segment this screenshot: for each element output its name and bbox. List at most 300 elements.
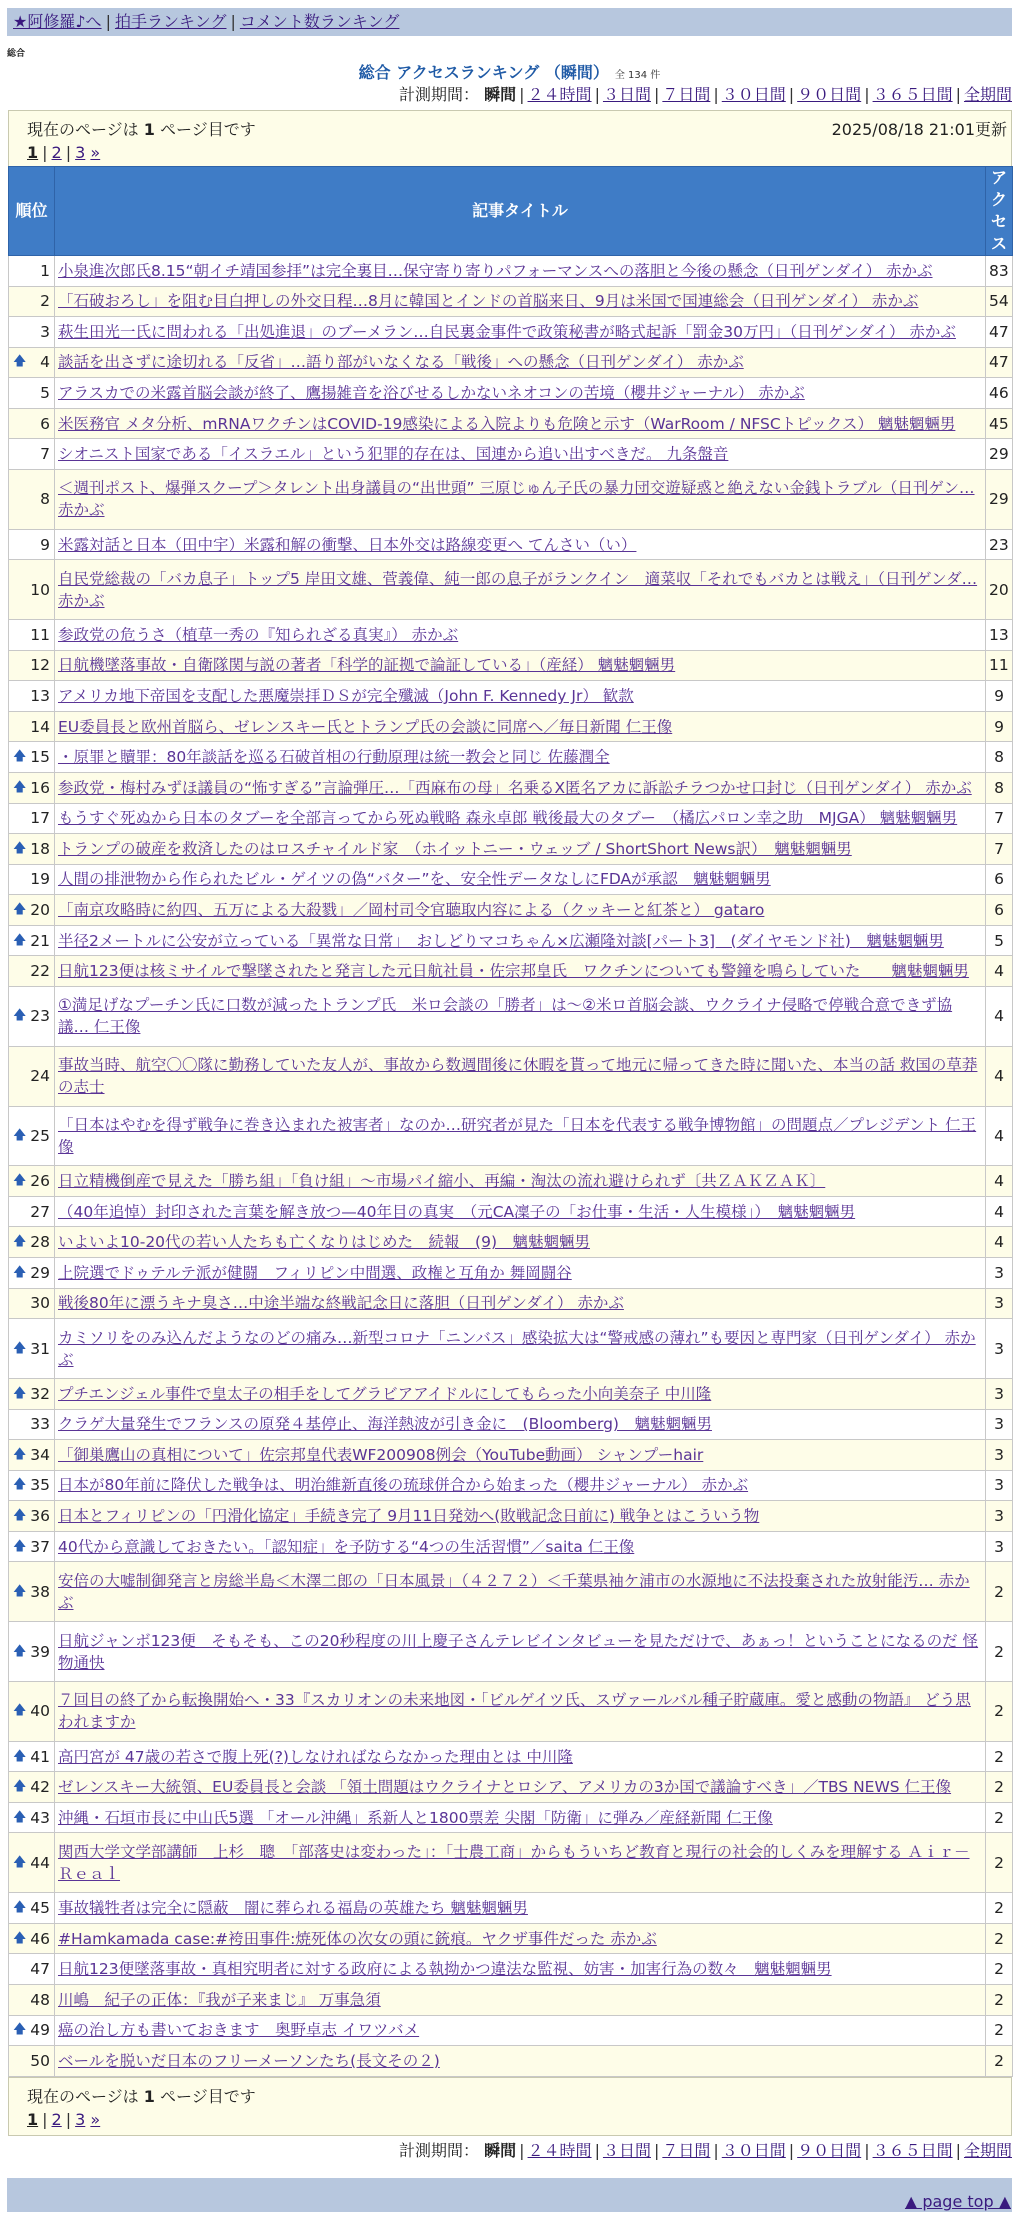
rank-cell <box>9 286 55 317</box>
title-cell <box>55 1046 986 1106</box>
rank-number: 27 <box>30 1202 50 1221</box>
access-count: 7 <box>986 834 1013 865</box>
table-row <box>9 1802 1013 1833</box>
period-24h-bottom[interactable]: ２４時間 <box>527 2141 592 2160</box>
page-current-bottom: 1 <box>27 2110 39 2129</box>
access-count: 8 <box>986 772 1013 803</box>
access-count: 9 <box>986 681 1013 712</box>
article-title-link[interactable]: ゼレンスキー大統領、EU委員長と会談 「領土問題はウクライナとロシア、アメリカの3か国で議論すべき」／TBS NEWS 仁王像 <box>58 1778 952 1797</box>
rank-number: 45 <box>30 1899 50 1918</box>
rank-number: 29 <box>30 1263 50 1282</box>
article-title-link[interactable]: 高円宮が 47歳の若さで腹上死(?)しなければならなかった理由とは 中川隆 <box>58 1747 573 1766</box>
breadcrumb: 総合 <box>7 49 26 59</box>
table-row <box>9 1227 1013 1258</box>
page-link-2-bottom[interactable]: 2 <box>51 2110 62 2129</box>
article-title-link[interactable]: 事故犠牲者は完全に隠蔽 闇に葬られる福島の英雄たち 魑魅魍魎男 <box>58 1899 528 1918</box>
rank-up-arrow-icon: 🡅 <box>13 840 27 856</box>
rank-number: 31 <box>30 1339 50 1358</box>
rank-up-arrow-icon: 🡅 <box>13 2022 27 2038</box>
table-row <box>9 1196 1013 1227</box>
rank-number: 49 <box>30 2021 50 2040</box>
title-cell <box>55 1681 986 1741</box>
table-row <box>9 1954 1013 1985</box>
article-title-link[interactable]: 半径2メートルに公安が立っている「異常な日常」 おしどりマコちゃん×広瀬隆対談[パート3] (ダイヤモンド社) 魑魅魍魎男 <box>58 931 944 950</box>
access-count: 13 <box>986 620 1013 651</box>
rank-number: 17 <box>30 809 50 828</box>
access-count: 8 <box>986 742 1013 773</box>
title-cell <box>55 286 986 317</box>
access-count: 23 <box>986 529 1013 560</box>
access-count: 46 <box>986 378 1013 409</box>
rank-number: 12 <box>30 656 50 675</box>
footer-bar <box>7 2178 1012 2212</box>
table-row <box>9 1440 1013 1471</box>
page-next-link-bottom[interactable]: » <box>90 2110 101 2129</box>
article-title-link[interactable]: ７回目の終了から転換開始へ・33『スカリオンの未来地図・「ビルゲイツ氏、スヴァールバル種子貯蔵庫。愛と感動の物語』 どう思われますか <box>58 1691 971 1732</box>
title-cell <box>55 1106 986 1166</box>
table-row <box>9 286 1013 317</box>
table-row <box>9 1893 1013 1924</box>
title-cell <box>55 895 986 926</box>
title-cell <box>55 1501 986 1532</box>
rank-cell <box>9 1106 55 1166</box>
rank-number: 28 <box>30 1233 50 1252</box>
rank-number: 18 <box>30 839 50 858</box>
table-row <box>9 408 1013 439</box>
period-7d-bottom[interactable]: ７日間 <box>662 2141 711 2160</box>
rank-cell <box>9 1622 55 1682</box>
access-count: 83 <box>986 256 1013 287</box>
table-row <box>9 1923 1013 1954</box>
rank-cell <box>9 986 55 1046</box>
access-count: 20 <box>986 560 1013 620</box>
title-cell <box>55 1893 986 1924</box>
table-row <box>9 681 1013 712</box>
rank-up-arrow-icon: 🡅 <box>13 901 27 917</box>
period-365d-bottom[interactable]: ３６５日間 <box>872 2141 953 2160</box>
title-cell <box>55 1984 986 2015</box>
access-count: 4 <box>986 956 1013 987</box>
article-title-link[interactable]: 参政党・梅村みずほ議員の“怖すぎる”言論弾圧…「西麻布の母」名乗るX匿名アカに訴訟チラつかせ口封じ（日刊ゲンダイ） 赤かぶ <box>58 778 972 797</box>
title-cell <box>55 2015 986 2046</box>
access-count: 4 <box>986 1046 1013 1106</box>
rank-cell <box>9 1166 55 1197</box>
rank-number: 1 <box>40 261 50 280</box>
rank-number: 5 <box>40 384 50 403</box>
rank-number: 44 <box>30 1853 50 1872</box>
title-cell <box>55 1227 986 1258</box>
article-title-link[interactable]: 米露対話と日本（田中宇）米露和解の衝撃、日本外交は路線変更へ てんさい（い） <box>58 535 637 554</box>
table-row <box>9 439 1013 470</box>
period-24h[interactable]: ２４時間 <box>527 85 592 104</box>
rank-cell <box>9 347 55 378</box>
rank-cell <box>9 1984 55 2015</box>
rank-up-arrow-icon: 🡅 <box>13 1930 27 1946</box>
article-title-link[interactable]: 日航機墜落事故・自衛隊関与説の著者「科学的証拠で論証している」（産経） 魑魅魍魎男 <box>58 656 676 675</box>
article-title-link[interactable]: 40代から意識しておきたい。「認知症」を予防する“4つの生活習慣”／saita 仁王像 <box>58 1537 635 1556</box>
access-count: 9 <box>986 711 1013 742</box>
table-row <box>9 620 1013 651</box>
article-title-link[interactable]: 癌の治し方も書いておきます 奥野卓志 イワツバメ <box>58 2021 420 2040</box>
rank-number: 20 <box>30 900 50 919</box>
rank-cell <box>9 834 55 865</box>
rank-up-arrow-icon: 🡅 <box>13 1008 27 1024</box>
article-title-link[interactable]: 小泉進次郎氏8.15“朝イチ靖国参拝”は完全裏目…保守寄り寄りパフォーマンスへの落胆と今後の懸念（日刊ゲンダイ） 赤かぶ <box>58 261 933 280</box>
article-title-link[interactable]: 「石破おろし」を阻む目白押しの外交日程…8月に韓国とインドの首脳来日、9月は米国で国連総会（日刊ゲンダイ） 赤かぶ <box>58 292 919 311</box>
article-title-link[interactable]: 事故当時、航空〇〇隊に勤務していた友人が、事故から数週間後に休暇を貰って地元に帰ってきた時に聞いた、本当の話 救国の草莽の志士 <box>58 1056 978 1097</box>
page-title-text: 総合 アクセスランキング （瞬間） <box>358 63 609 82</box>
rank-number: 33 <box>30 1415 50 1434</box>
article-title-link[interactable]: ①満足げなプーチン氏に口数が減ったトランプ氏 米ロ会談の「勝者」は～②米ロ首脳会談、ウクライナ侵略で停戦合意できず協議… 仁王像 <box>58 996 953 1037</box>
rank-cell <box>9 1258 55 1289</box>
rank-cell <box>9 1409 55 1440</box>
article-title-link[interactable]: 日本が80年前に降伏した戦争は、明治維新直後の琉球併合から始まった（櫻井ジャーナル） 赤かぶ <box>58 1476 749 1495</box>
rank-up-arrow-icon: 🡅 <box>13 932 27 948</box>
title-cell <box>55 439 986 470</box>
title-cell <box>55 1954 986 1985</box>
rank-number: 19 <box>30 870 50 889</box>
rank-up-arrow-icon: 🡅 <box>13 1583 27 1599</box>
title-cell <box>55 834 986 865</box>
access-count: 47 <box>986 347 1013 378</box>
rank-cell <box>9 1046 55 1106</box>
rank-up-arrow-icon: 🡅 <box>13 354 27 370</box>
article-title-link[interactable]: 「御巣鷹山の真相について」佐宗邦皇代表WF200908例会（YouTube動画） シャンプーhair <box>58 1445 704 1464</box>
page-links-bottom: 1 | 2 | 3 » <box>27 2110 101 2129</box>
rank-number: 30 <box>30 1294 50 1313</box>
rank-number: 22 <box>30 962 50 981</box>
access-count: 7 <box>986 803 1013 834</box>
rank-up-arrow-icon: 🡅 <box>13 1507 27 1523</box>
period-90d[interactable]: ９０日間 <box>797 85 862 104</box>
article-title-link[interactable]: 萩生田光一氏に問われる「出処進退」のブーメラン…自民裏金事件で政策秘書が略式起訴「罰金30万円」（日刊ゲンダイ） 赤かぶ <box>58 322 956 341</box>
rank-number: 15 <box>30 748 50 767</box>
period-current: 瞬間 <box>484 85 517 104</box>
title-cell <box>55 1196 986 1227</box>
page-link-3[interactable]: 3 <box>75 143 86 162</box>
title-cell <box>55 772 986 803</box>
rank-up-arrow-icon: 🡅 <box>13 1477 27 1493</box>
access-count: 6 <box>986 864 1013 895</box>
period-365d[interactable]: ３６５日間 <box>872 85 953 104</box>
table-row <box>9 1106 1013 1166</box>
article-title-link[interactable]: アメリカ地下帝国を支配した悪魔崇拝ＤＳが完全殲滅（John F. Kennedy Jr） 歓款 <box>58 687 634 706</box>
table-row <box>9 2015 1013 2046</box>
rank-cell <box>9 1681 55 1741</box>
table-row <box>9 1470 1013 1501</box>
access-count: 4 <box>986 986 1013 1046</box>
table-row <box>9 469 1013 529</box>
article-title-link[interactable]: 自民党総裁の「バカ息子」トップ5 岸田文雄、菅義偉、純一郎の息子がランクイン 適菜収「それでもバカとは戦え」（日刊ゲンダ… 赤かぶ <box>58 569 978 610</box>
rank-up-arrow-icon: 🡅 <box>13 1900 27 1916</box>
period-all[interactable]: 全期間 <box>963 85 1012 104</box>
access-count: 2 <box>986 1681 1013 1741</box>
article-title-link[interactable]: 戦後80年に漂うキナ臭さ…中途半端な終戦記念日に落胆（日刊ゲンダイ） 赤かぶ <box>58 1294 624 1313</box>
table-row <box>9 1319 1013 1379</box>
table-row <box>9 986 1013 1046</box>
article-title-link[interactable]: 日本とフィリピンの「円滑化協定」手続き完了 9月11日発効へ(敗戦記念日前に) 戦争とはこういう物 <box>58 1506 760 1525</box>
period-selector-bottom: 計測期間： 瞬間 | ２４時間 | ３日間 | ７日間 | ３０日間 | ９０日間 | ３６５日間 | 全期間 <box>399 2141 1012 2160</box>
access-count: 4 <box>986 1106 1013 1166</box>
rank-up-arrow-icon: 🡅 <box>13 1385 27 1401</box>
rank-cell <box>9 925 55 956</box>
rank-cell <box>9 2046 55 2077</box>
rank-number: 2 <box>40 292 50 311</box>
rank-number: 37 <box>30 1537 50 1556</box>
title-cell <box>55 1409 986 1440</box>
table-row <box>9 834 1013 865</box>
access-count: 3 <box>986 1440 1013 1471</box>
nav-link-clap-ranking[interactable]: 拍手ランキング <box>114 12 227 31</box>
access-count: 4 <box>986 1196 1013 1227</box>
rank-number: 9 <box>40 535 50 554</box>
title-cell <box>55 1531 986 1562</box>
rank-number: 47 <box>30 1960 50 1979</box>
rank-cell <box>9 378 55 409</box>
rank-cell <box>9 560 55 620</box>
rank-cell <box>9 1501 55 1532</box>
access-count: 2 <box>986 1954 1013 1985</box>
article-title-link[interactable]: 「日本はやむを得ず戦争に巻き込まれた被害者」なのか…研究者が見た「日本を代表する戦争博物館」の問題点／プレジデント 仁王像 <box>58 1115 977 1156</box>
article-title-link[interactable]: 川嶋 紀子の正体：『我が子来まじ』 万事急須 <box>58 1990 381 2009</box>
rank-cell <box>9 620 55 651</box>
rank-number: 7 <box>40 445 50 464</box>
table-row <box>9 1681 1013 1741</box>
rank-number: 11 <box>30 625 50 644</box>
rank-cell <box>9 956 55 987</box>
rank-number: 3 <box>40 322 50 341</box>
rank-up-arrow-icon: 🡅 <box>13 749 27 765</box>
table-row <box>9 1772 1013 1803</box>
rank-cell <box>9 317 55 348</box>
rank-cell <box>9 469 55 529</box>
header-access: アクセス <box>986 167 1013 256</box>
access-count: 11 <box>986 650 1013 681</box>
access-count: 3 <box>986 1531 1013 1562</box>
access-count: 2 <box>986 1833 1013 1893</box>
rank-cell <box>9 711 55 742</box>
period-label-bottom: 計測期間： <box>399 2141 480 2160</box>
access-count: 45 <box>986 408 1013 439</box>
table-row <box>9 347 1013 378</box>
title-cell <box>55 1562 986 1622</box>
article-title-link[interactable]: 日航ジャンボ123便 そもそも、この20秒程度の川上慶子さんテレビインタビューを見ただけで、あぁっ！ということになるのだ 怪物通快 <box>58 1631 979 1672</box>
article-title-link[interactable]: ・原罪と贖罪：80年談話を巡る石破首相の行動原理は統一教会と同じ 佐藤潤全 <box>58 748 610 767</box>
article-title-link[interactable]: カミソリをのみ込んだようなのどの痛み…新型コロナ「ニンバス」感染拡大は“警戒感の薄れ”も要因と専門家（日刊ゲンダイ） 赤かぶ <box>58 1328 976 1369</box>
title-cell <box>55 1319 986 1379</box>
period-3d-bottom[interactable]: ３日間 <box>602 2141 651 2160</box>
access-count: 4 <box>986 1227 1013 1258</box>
rank-number: 21 <box>30 931 50 950</box>
table-row <box>9 1501 1013 1532</box>
article-title-link[interactable]: 「南京攻略時に約四、五万による大殺戮」／岡村司令官聴取内容による（クッキーと紅茶と） gataro <box>58 900 765 919</box>
access-count: 2 <box>986 1802 1013 1833</box>
title-cell <box>55 1440 986 1471</box>
rank-cell <box>9 650 55 681</box>
rank-number: 34 <box>30 1445 50 1464</box>
rank-number: 43 <box>30 1808 50 1827</box>
article-title-link[interactable]: 談話を出さずに途切れる「反省」…語り部がいなくなる「戦後」への懸念（日刊ゲンダイ） 赤かぶ <box>58 353 744 372</box>
period-90d-bottom[interactable]: ９０日間 <box>797 2141 862 2160</box>
access-count: 3 <box>986 1409 1013 1440</box>
rank-cell <box>9 1802 55 1833</box>
article-title-link[interactable]: シオニスト国家である「イスラエル」という犯罪的存在は、国連から追い出すべきだ。 九条盤音 <box>58 445 729 464</box>
page-top-link[interactable]: ▲ page top ▲ <box>904 2192 1011 2211</box>
article-title-link[interactable]: いよいよ10-20代の若い人たちも亡くなりはじめた 続報 (9) 魑魅魍魎男 <box>58 1233 590 1252</box>
page-link-3-bottom[interactable]: 3 <box>75 2110 86 2129</box>
title-cell <box>55 529 986 560</box>
rank-number: 13 <box>30 687 50 706</box>
rank-number: 14 <box>30 717 50 736</box>
title-cell <box>55 1378 986 1409</box>
table-row <box>9 1409 1013 1440</box>
rank-cell <box>9 439 55 470</box>
rank-cell <box>9 1562 55 1622</box>
title-cell <box>55 1288 986 1319</box>
rank-cell <box>9 1893 55 1924</box>
nav-link-comment-ranking[interactable]: コメント数ランキング <box>239 12 400 31</box>
title-cell <box>55 1923 986 1954</box>
access-count: 2 <box>986 1923 1013 1954</box>
article-title-link[interactable]: 人間の排泄物から作られたビル・ゲイツの偽“バター”を、安全性データなしにFDAが承認 魑魅魍魎男 <box>58 870 771 889</box>
rank-up-arrow-icon: 🡅 <box>13 779 27 795</box>
title-cell <box>55 1833 986 1893</box>
rank-number: 26 <box>30 1172 50 1191</box>
article-title-link[interactable]: 日航123便墜落事故・真相究明者に対する政府による執拗かつ違法な監視、妨害・加害行為の数々 魑魅魍魎男 <box>58 1960 832 1979</box>
page-next-link[interactable]: » <box>90 143 101 162</box>
rank-cell <box>9 256 55 287</box>
article-title-link[interactable]: ベールを脱いだ日本のフリーメーソンたち(長文その２) <box>58 2052 440 2071</box>
article-title-link[interactable]: 日航123便は核ミサイルで撃墜されたと発言した元日航社員・佐宗邦皇氏 ワクチンについても警鐘を鳴らしていた 魑魅魍魎男 <box>58 962 969 981</box>
article-title-link[interactable]: 関西大学文学部講師 上杉 聰 「部落史は変わった」：「士農工商」からもういちど教育と現行の社会的しくみを理解する Ａｉｒ－Ｒｅａｌ <box>58 1842 970 1883</box>
period-current-bottom: 瞬間 <box>484 2141 517 2160</box>
access-count: 3 <box>986 1470 1013 1501</box>
rank-number: 23 <box>30 1007 50 1026</box>
table-row <box>9 1562 1013 1622</box>
title-cell <box>55 378 986 409</box>
article-title-link[interactable]: 参政党の危うさ（植草一秀の『知られざる真実』） 赤かぶ <box>58 625 459 644</box>
article-title-link[interactable]: 安倍の大嘘制御発言と房総半島＜木澤二郎の「日本風景」（４２７２）＜千葉県袖ケ浦市の水源地に不法投棄された放射能汚… 赤かぶ <box>58 1571 970 1612</box>
access-count: 3 <box>986 1501 1013 1532</box>
title-cell <box>55 347 986 378</box>
access-count: 2 <box>986 2046 1013 2077</box>
page-title <box>0 60 1019 83</box>
rank-cell <box>9 1288 55 1319</box>
article-title-link[interactable]: 上院選でドゥテルテ派が健闘 フィリピン中間選、政権と互角か 舞岡闘谷 <box>58 1263 572 1282</box>
article-title-link[interactable]: 米医務官 メタ分析、mRNAワクチンはCOVID-19感染による入院よりも危険と示す（WarRoom / NFSCトピックス） 魑魅魍魎男 <box>58 414 956 433</box>
rank-number: 25 <box>30 1126 50 1145</box>
table-row <box>9 1288 1013 1319</box>
title-cell <box>55 742 986 773</box>
article-title-link[interactable]: プチエンジェル事件で皇太子の相手をしてグラビアアイドルにしてもらった小向美奈子 中川隆 <box>58 1384 712 1403</box>
title-cell <box>55 956 986 987</box>
table-row <box>9 1046 1013 1106</box>
access-count: 3 <box>986 1319 1013 1379</box>
rank-number: 39 <box>30 1642 50 1661</box>
title-cell <box>55 2046 986 2077</box>
rank-up-arrow-icon: 🡅 <box>13 1809 27 1825</box>
article-title-link[interactable]: もうすぐ死ぬから日本のタブーを全部言ってから死ぬ戦略 森永卓郎 戦後最大のタブー （橘広パロン幸之助 MJGA） 魑魅魍魎男 <box>58 809 958 828</box>
page-status-bottom: 現在のページは 1 ページ目です <box>27 2087 256 2106</box>
article-title-link[interactable]: トランプの破産を救済したのはロスチャイルド家 （ホイットニー・ウェッブ / ShortShort News訳） 魑魅魍魎男 <box>58 839 852 858</box>
period-30d[interactable]: ３０日間 <box>721 85 786 104</box>
rank-up-arrow-icon: 🡅 <box>13 1264 27 1280</box>
title-cell <box>55 925 986 956</box>
table-row <box>9 956 1013 987</box>
title-cell <box>55 1802 986 1833</box>
access-count: 2 <box>986 1622 1013 1682</box>
title-cell <box>55 408 986 439</box>
table-row <box>9 1166 1013 1197</box>
title-cell <box>55 560 986 620</box>
article-title-link[interactable]: ＜週刊ポスト、爆弾スクープ＞タレント出身議員の“出世頭” 三原じゅん子氏の暴力団交遊疑惑と絶えない金銭トラブル（日刊ゲン… 赤かぶ <box>58 479 975 520</box>
table-row <box>9 1378 1013 1409</box>
rank-cell <box>9 895 55 926</box>
access-count: 2 <box>986 2015 1013 2046</box>
pager-top <box>8 110 1012 169</box>
period-3d[interactable]: ３日間 <box>602 85 651 104</box>
table-row <box>9 560 1013 620</box>
table-row <box>9 256 1013 287</box>
access-count: 54 <box>986 286 1013 317</box>
rank-cell <box>9 1923 55 1954</box>
title-cell <box>55 1470 986 1501</box>
table-row <box>9 317 1013 348</box>
access-count: 2 <box>986 1562 1013 1622</box>
rank-number: 38 <box>30 1582 50 1601</box>
page-current: 1 <box>27 143 39 162</box>
rank-cell <box>9 1196 55 1227</box>
article-title-link[interactable]: EU委員長と欧州首脳ら、ゼレンスキー氏とトランプ氏の会談に同席へ／毎日新聞 仁王像 <box>58 717 673 736</box>
table-row <box>9 650 1013 681</box>
nav-link-asyura[interactable]: ★阿修羅♪へ <box>13 12 102 31</box>
article-title-link[interactable]: （40年追悼）封印された言葉を解き放つ—40年目の真実 （元CA凜子の「お仕事・生活・人生模様」） 魑魅魍魎男 <box>58 1202 856 1221</box>
access-count: 2 <box>986 1984 1013 2015</box>
access-count: 6 <box>986 895 1013 926</box>
title-cell <box>55 1741 986 1772</box>
rank-cell <box>9 1833 55 1893</box>
access-count: 4 <box>986 1166 1013 1197</box>
rank-cell <box>9 1531 55 1562</box>
article-title-link[interactable]: #Hamkamada case:#袴田事件:焼死体の次女の頭に銃痕。ヤクザ事件だった 赤かぶ <box>58 1929 657 1948</box>
header-title: 記事タイトル <box>55 167 986 256</box>
article-title-link[interactable]: 沖縄・石垣市長に中山氏5選 「オール沖縄」系新人と1800票差 尖閣「防衛」に弾み／産経新聞 仁王像 <box>58 1808 773 1827</box>
period-30d-bottom[interactable]: ３０日間 <box>721 2141 786 2160</box>
title-cell <box>55 650 986 681</box>
article-title-link[interactable]: クラゲ大量発生でフランスの原発４基停止、海洋熱波が引き金に (Bloomberg) 魑魅魍魎男 <box>58 1415 712 1434</box>
period-7d[interactable]: ７日間 <box>662 85 711 104</box>
header-rank: 順位 <box>9 167 55 256</box>
access-count: 2 <box>986 1741 1013 1772</box>
rank-up-arrow-icon: 🡅 <box>13 1538 27 1554</box>
article-title-link[interactable]: アラスカでの米露首脳会談が終了、鷹揚雑音を浴びせるしかないネオコンの苦境（櫻井ジャーナル） 赤かぶ <box>58 384 805 403</box>
access-count: 5 <box>986 925 1013 956</box>
rank-up-arrow-icon: 🡅 <box>13 1643 27 1659</box>
rank-number: 46 <box>30 1929 50 1948</box>
rank-number: 48 <box>30 1990 50 2009</box>
rank-number: 35 <box>30 1476 50 1495</box>
title-cell <box>55 1622 986 1682</box>
page-link-2[interactable]: 2 <box>51 143 62 162</box>
table-row <box>9 895 1013 926</box>
rank-cell <box>9 803 55 834</box>
rank-number: 36 <box>30 1506 50 1525</box>
period-all-bottom[interactable]: 全期間 <box>963 2141 1012 2160</box>
rank-number: 40 <box>30 1702 50 1721</box>
article-title-link[interactable]: 日立精機倒産で見えた「勝ち組」「負け組」～市場パイ縮小、再編・淘汰の流れ避けられず〔共ＺＡＫＺＡＫ〕 <box>58 1172 826 1191</box>
rank-cell <box>9 1378 55 1409</box>
title-cell <box>55 681 986 712</box>
